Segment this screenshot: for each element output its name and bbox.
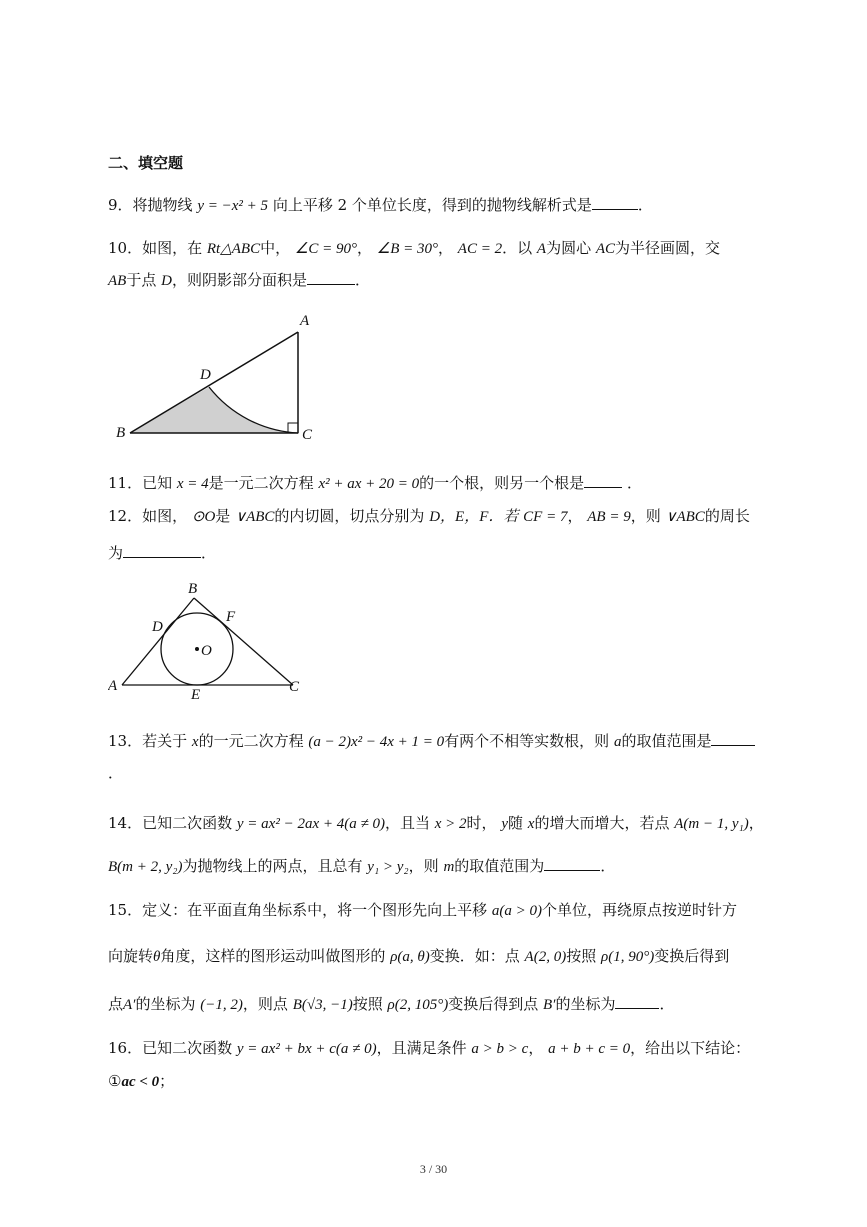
- label-B: B: [116, 425, 126, 441]
- label-E: E: [191, 687, 201, 703]
- label-O: O: [201, 643, 212, 659]
- center-point: [195, 647, 199, 651]
- question-12-line2: 为 ．: [108, 544, 217, 562]
- question-9: 9．将抛物线 y = −x² + 5 向上平移 2 个单位长度，得到的抛物线解析式是 ．: [108, 196, 653, 214]
- question-10-line2: AB于点 D，则阴影部分面积是 ．: [108, 271, 370, 289]
- figure-incircle: [108, 575, 313, 705]
- question-11: 11．已知 x = 4是一元二次方程 x² + ax + 20 = 0的一个根，则另一个根是 ．: [108, 474, 642, 492]
- label-C: C: [302, 427, 313, 443]
- label-A: A: [108, 678, 118, 694]
- question-13: 13．若关于 x的一元二次方程 (a − 2)x² − 4x + 1 = 0有两个不相等实数根，则 a的取值范围是: [108, 731, 755, 752]
- label-A: A: [300, 313, 310, 329]
- label-F: F: [226, 609, 236, 625]
- question-16-item-1: ①ac < 0；: [108, 1072, 175, 1090]
- question-14-line1: 14．已知二次函数 y = ax² − 2ax + 4(a ≠ 0)，且当 x > 2时， y随 x的增大而增大，若点 A(m − 1, y₁)，: [108, 814, 764, 832]
- question-15-line2: 向旋转θ角度，这样的图形运动叫做图形的 ρ(a, θ)变换．如：点 A(2, 0)按照 ρ(1, 90°)变换后得到: [108, 947, 730, 965]
- label-D: D: [200, 367, 211, 383]
- question-10-line1: 10．如图，在 Rt△ABC中， ∠C = 90°， ∠B = 30°， AC = 2．以 A为圆心 AC为半径画圆，交: [108, 239, 721, 257]
- label-C: C: [289, 679, 300, 695]
- label-B: B: [188, 581, 198, 597]
- question-15-line3: 点A′的坐标为 (−1, 2)，则点 B(√3, −1)按照 ρ(2, 105°)变换后得到点 B′的坐标为 ．: [108, 995, 675, 1013]
- question-14-line2: B(m + 2, y₂)为抛物线上的两点，且总有 y₁ > y₂，则 m的取值范围为 ．: [108, 857, 616, 875]
- question-15-line1: 15．定义：在平面直角坐标系中，将一个图形先向上平移 a(a > 0)个单位，再绕原点按逆时针方: [108, 901, 738, 919]
- question-12-line1: 12．如图， ⊙O是 ∨ABC的内切圆，切点分别为 D，E，F．若 CF = 7， AB = 9，则 ∨ABC的周长: [108, 507, 750, 525]
- section-title: 二、填空题: [108, 154, 184, 172]
- label-D: D: [152, 619, 163, 635]
- page-number: 3 / 30: [419, 1162, 448, 1176]
- question-16: 16．已知二次函数 y = ax² + bx + c(a ≠ 0)，且满足条件 a > b > c， a + b + c = 0，给出以下结论：: [108, 1039, 751, 1057]
- figure-right-triangle: [108, 305, 338, 450]
- question-13-end: ．: [108, 764, 124, 782]
